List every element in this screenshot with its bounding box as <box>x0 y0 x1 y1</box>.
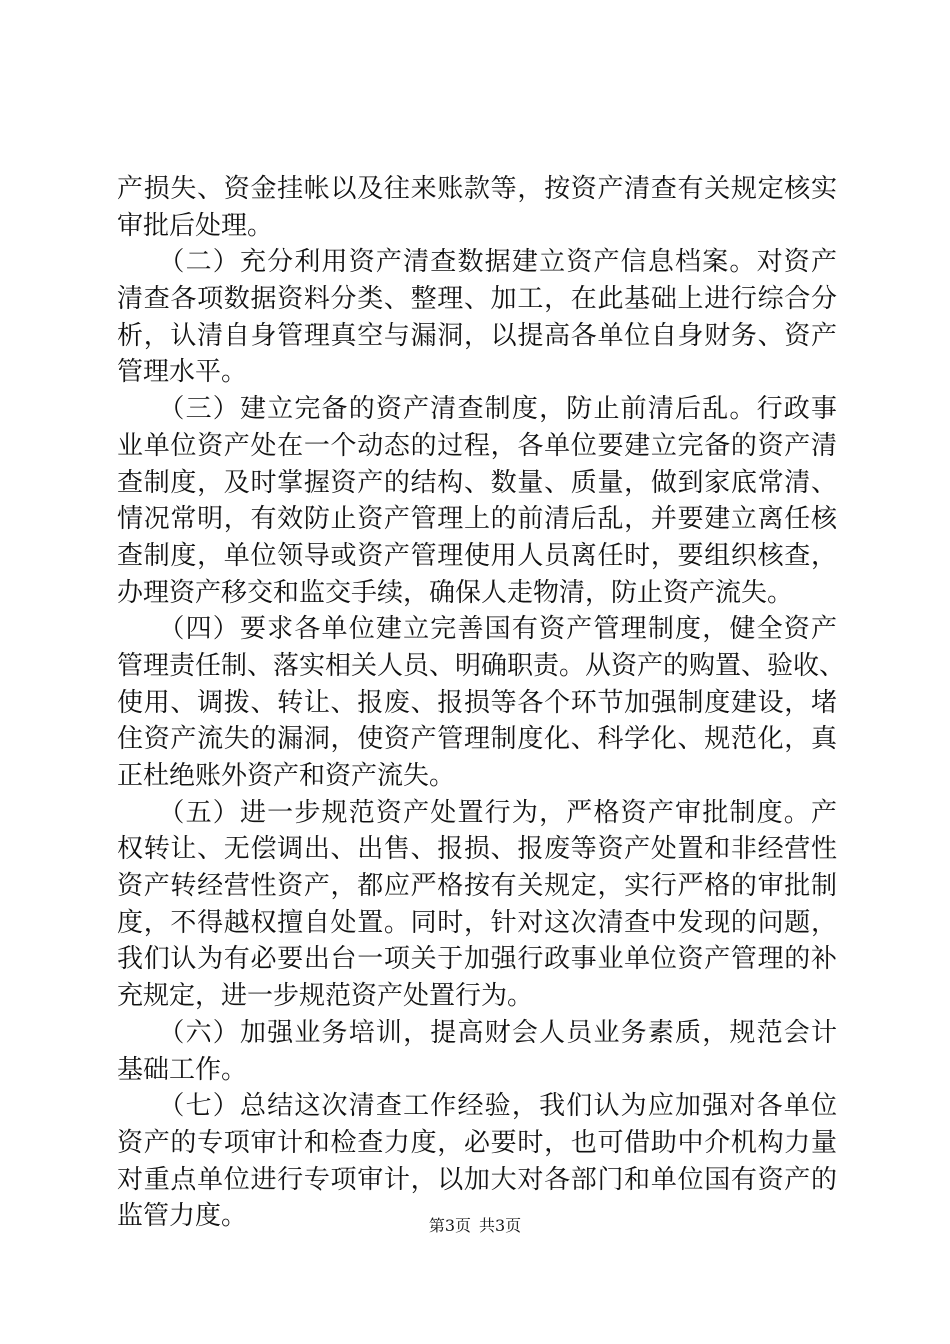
text-line: 基础工作。 <box>117 1054 248 1085</box>
text-line: 审批后处理。 <box>117 210 274 241</box>
text-line: 查制度，及时掌握资产的结构、数量、质量，做到家底常清、 <box>117 467 837 498</box>
text-line: （六）加强业务培训，提高财会人员业务素质，规范会计 <box>117 1017 837 1048</box>
text-line: （七）总结这次清查工作经验，我们认为应加强对各单位 <box>117 1091 837 1122</box>
text-line: 对重点单位进行专项审计，以加大对各部门和单位国有资产的 <box>117 1164 837 1195</box>
text-line: 资产的专项审计和检查力度，必要时，也可借助中介机构力量 <box>117 1127 837 1158</box>
text-line: 资产转经营性资产，都应严格按有关规定，实行严格的审批制 <box>117 871 837 902</box>
text-line: （四）要求各单位建立完善国有资产管理制度，健全资产 <box>117 614 837 645</box>
text-line: 情况常明，有效防止资产管理上的前清后乱，并要建立离任核 <box>117 504 837 535</box>
page-total: 共3页 <box>479 1216 522 1235</box>
text-line: 住资产流失的漏洞，使资产管理制度化、科学化、规范化，真 <box>117 724 837 755</box>
text-line: 正杜绝账外资产和资产流失。 <box>117 761 456 791</box>
text-line: 清查各项数据资料分类、整理、加工，在此基础上进行综合分 <box>117 284 837 315</box>
text-line: 办理资产移交和监交手续，确保人走物清，防止资产流失。 <box>117 577 794 608</box>
text-line: 查制度，单位领导或资产管理使用人员离任时，要组织核查， <box>117 540 837 571</box>
text-line: 监管力度。 <box>117 1201 248 1232</box>
page-footer <box>0 1216 950 1236</box>
document-body <box>117 171 846 1235</box>
text-line: 管理水平。 <box>117 357 248 388</box>
text-line: 度，不得越权擅自处置。同时，针对这次清查中发现的问题， <box>117 907 837 938</box>
text-line: 产损失、资金挂帐以及往来账款等，按资产清查有关规定核实 <box>117 174 837 204</box>
text-line: 我们认为有必要出台一项关于加强行政事业单位资产管理的补 <box>117 944 837 975</box>
text-line: （二）充分利用资产清查数据建立资产信息档案。对资产 <box>117 247 837 278</box>
page-number: 第3页 <box>428 1216 471 1235</box>
text-line: 使用、调拨、转让、报废、报损等各个环节加强制度建设，堵 <box>117 687 837 718</box>
text-line: 业单位资产处在一个动态的过程，各单位要建立完备的资产清 <box>117 430 837 461</box>
text-line: 析，认清自身管理真空与漏洞，以提高各单位自身财务、资产 <box>117 320 837 351</box>
text-line: 权转让、无偿调出、出售、报损、报废等资产处置和非经营性 <box>117 834 837 865</box>
text-line: 充规定，进一步规范资产处置行为。 <box>117 981 534 1012</box>
text-line: （三）建立完备的资产清查制度，防止前清后乱。行政事 <box>117 394 837 425</box>
text-line: （五）进一步规范资产处置行为，严格资产审批制度。产 <box>117 797 837 828</box>
text-line: 管理责任制、落实相关人员、明确职责。从资产的购置、验收、 <box>117 650 846 681</box>
